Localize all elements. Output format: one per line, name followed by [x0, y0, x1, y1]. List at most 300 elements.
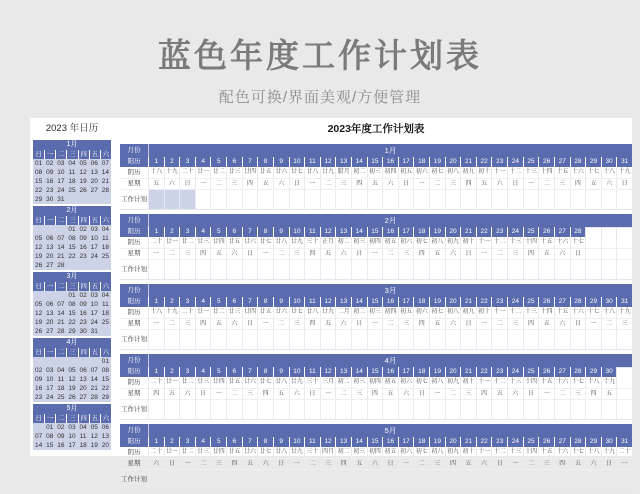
mini-calendar-date-cell: 28 [90, 394, 98, 401]
plan-entry-cell[interactable] [148, 190, 164, 209]
plan-entry-cell[interactable] [413, 400, 429, 419]
weekday-cell: 五 [351, 459, 367, 469]
lunar-date-cell: 廿二 [179, 237, 195, 248]
plan-entry-cell[interactable] [257, 330, 273, 349]
plan-entry-cell[interactable] [195, 260, 211, 279]
plan-entry-cell[interactable] [226, 190, 242, 209]
plan-entry-cell[interactable] [429, 470, 445, 489]
plan-entry-cell[interactable] [257, 400, 273, 419]
mini-calendar-date-cell: 09 [79, 235, 87, 242]
plan-entry-cell[interactable] [523, 470, 539, 489]
lunar-date-cell: 十六 [554, 377, 570, 388]
plan-entry-cell[interactable] [476, 190, 492, 209]
plan-entry-cell[interactable] [538, 190, 554, 209]
plan-entry-cell[interactable] [179, 190, 195, 209]
plan-entry-cell[interactable] [320, 470, 336, 489]
plan-month-blocks [120, 144, 632, 490]
plan-entry-cell[interactable] [491, 400, 507, 419]
lunar-date-cell: 廿八 [273, 447, 289, 458]
plan-entry-cell[interactable] [226, 470, 242, 489]
plan-entry-cell[interactable] [164, 330, 180, 349]
weekday-cell: 日 [616, 179, 632, 189]
lunar-date-cell: 二月 [335, 307, 351, 318]
mini-calendar-date-cell: 20 [101, 442, 110, 449]
plan-entry-cell[interactable] [445, 260, 461, 279]
plan-entry-cell[interactable] [429, 260, 445, 279]
plan-entry-cell[interactable] [382, 330, 398, 349]
lunar-date-cell: 十九 [616, 167, 632, 178]
weekday-cell: 一 [585, 319, 601, 329]
plan-entry-cell[interactable] [273, 330, 289, 349]
plan-entry-cell[interactable] [398, 190, 414, 209]
plan-entry-cell[interactable] [585, 330, 601, 349]
plan-entry-cell[interactable] [554, 330, 570, 349]
solar-date-cell: 4 [195, 157, 211, 167]
plan-entry-cell[interactable] [413, 330, 429, 349]
plan-entry-cell[interactable] [616, 330, 632, 349]
mini-calendar-weekday-label: 二 [55, 150, 66, 159]
mini-calendar-month-name: 5月 [33, 404, 111, 414]
weekday-cell: 日 [351, 249, 367, 259]
plan-entry-cell[interactable] [585, 400, 601, 419]
plan-entry-cell[interactable] [570, 260, 586, 279]
plan-entry-cell[interactable] [554, 400, 570, 419]
mini-calendar-weekday-label: 日 [35, 217, 42, 224]
weekday-cell: 日 [195, 389, 211, 399]
plan-entry-cell[interactable] [226, 330, 242, 349]
plan-entry-cell[interactable] [148, 260, 164, 279]
plan-entry-cell[interactable] [445, 330, 461, 349]
weekday-cell: 日 [523, 389, 539, 399]
mini-calendar-date-cell: 09 [57, 433, 65, 440]
lunar-date-cell: 十一 [491, 307, 507, 318]
plan-entry-cell[interactable] [257, 190, 273, 209]
plan-entry-cell[interactable] [367, 400, 383, 419]
plan-entry-cell[interactable] [304, 330, 320, 349]
solar-date-cell: 23 [491, 227, 507, 237]
weekday-cell: 六 [179, 389, 195, 399]
plan-entry-cell[interactable] [210, 330, 226, 349]
plan-entry-cell[interactable] [210, 470, 226, 489]
mini-calendar-date-cell: 07 [101, 160, 110, 167]
mini-calendar-date-cell: 06 [46, 235, 54, 242]
lunar-date-cell: 廿三 [226, 307, 242, 318]
mini-calendar-date-cell: 24 [57, 187, 65, 194]
plan-entry-cell[interactable] [195, 190, 211, 209]
mini-calendar-date-grid [33, 291, 111, 336]
plan-entry-cell[interactable] [148, 470, 164, 489]
plan-entry-cell[interactable] [210, 190, 226, 209]
weekday-cell: 四 [242, 179, 258, 189]
mini-calendar-date-cell [78, 195, 89, 204]
plan-entry-cell[interactable] [413, 190, 429, 209]
weekday-cell: 一 [476, 319, 492, 329]
plan-entry-cell[interactable] [289, 470, 305, 489]
weekday-cell: 二 [273, 319, 289, 329]
plan-entry-cell[interactable] [413, 470, 429, 489]
mini-calendar-date-cell: 06 [46, 301, 54, 308]
solar-date-cell: 19 [429, 227, 445, 237]
plan-entry-cell[interactable] [289, 330, 305, 349]
plan-entry-cell[interactable] [585, 470, 601, 489]
plan-entry-cell[interactable] [507, 470, 523, 489]
mini-calendar-date-cell: 17 [68, 442, 76, 449]
mini-calendar-weekday-label: 日 [35, 283, 42, 290]
solar-date-cell: 23 [491, 297, 507, 307]
plan-entry-cell[interactable] [507, 260, 523, 279]
weekday-cell: 三 [460, 389, 476, 399]
plan-entry-cell[interactable] [210, 400, 226, 419]
lunar-date-cell: 二十 [148, 377, 164, 388]
plan-entry-cell[interactable] [242, 470, 258, 489]
mini-calendar-date-grid [33, 225, 111, 270]
weekday-cell: 六 [148, 459, 164, 469]
plan-entry-cell[interactable] [148, 400, 164, 419]
mini-calendar-date-cell: 27 [46, 328, 54, 335]
plan-weekday-row [120, 179, 632, 190]
solar-date-cell: 20 [445, 297, 461, 307]
solar-date-cell: 1 [148, 437, 164, 447]
mini-calendar-date-cell: 18 [68, 178, 76, 185]
mini-calendar-date-cell: 28 [57, 328, 65, 335]
plan-month-block [120, 144, 632, 210]
plan-entry-cell[interactable] [429, 190, 445, 209]
plan-entry-cell[interactable] [320, 400, 336, 419]
weekday-cell [616, 249, 632, 259]
mini-calendar-date-cell: 28 [57, 262, 65, 269]
month-row-label: 月份 [120, 424, 149, 437]
plan-entry-cell[interactable] [351, 330, 367, 349]
plan-entry-cell[interactable] [242, 190, 258, 209]
plan-entry-cell[interactable] [210, 260, 226, 279]
lunar-date-cell: 初八 [429, 377, 445, 388]
plan-entry-cell[interactable] [413, 260, 429, 279]
plan-entry-cell[interactable] [164, 400, 180, 419]
plan-entry-cell[interactable] [570, 470, 586, 489]
plan-entry-cell[interactable] [476, 330, 492, 349]
solar-date-cell: 12 [320, 157, 336, 167]
plan-entry-cell[interactable] [429, 400, 445, 419]
weekday-row-label: 星期 [127, 250, 141, 257]
weekday-cell: 二 [554, 389, 570, 399]
weekday-cell: 三 [351, 389, 367, 399]
lunar-date-cell: 初二 [335, 377, 351, 388]
plan-entry-cell[interactable] [335, 400, 351, 419]
plan-entry-cell[interactable] [335, 190, 351, 209]
lunar-date-cell: 廿四 [210, 237, 226, 248]
plan-entry-cell[interactable] [273, 400, 289, 419]
plan-entry-cell[interactable] [335, 330, 351, 349]
weekday-cell: 三 [179, 319, 195, 329]
lunar-date-cell: 初九 [445, 447, 461, 458]
plan-entry-cell[interactable] [304, 400, 320, 419]
solar-date-cell: 18 [413, 227, 429, 237]
plan-entry-cell[interactable] [585, 190, 601, 209]
mini-calendar-date-cell: 05 [34, 235, 43, 242]
solar-date-cell: 14 [351, 227, 367, 237]
plan-entry-cell[interactable] [289, 260, 305, 279]
weekday-cell: 六 [476, 459, 492, 469]
mini-calendar-date-cell: 31 [90, 328, 98, 335]
weekday-cell: 日 [460, 319, 476, 329]
plan-entry-cell[interactable] [304, 190, 320, 209]
solar-date-cell [616, 227, 632, 237]
plan-entry-cell[interactable] [507, 400, 523, 419]
plan-entry-cell[interactable] [289, 400, 305, 419]
plan-entry-cell[interactable] [242, 400, 258, 419]
weekday-cell: 六 [398, 389, 414, 399]
lunar-date-cell: 初四 [367, 237, 383, 248]
weekday-cell: 四 [148, 389, 164, 399]
mini-calendar-date-cell: 09 [46, 169, 54, 176]
lunar-row-label: 阴历 [127, 379, 141, 386]
weekday-cell: 三 [398, 249, 414, 259]
lunar-date-cell: 十七 [570, 447, 586, 458]
plan-entry-cell[interactable] [304, 260, 320, 279]
solar-date-cell: 30 [601, 297, 617, 307]
plan-entry-cell[interactable] [491, 190, 507, 209]
plan-entry-cell[interactable] [320, 190, 336, 209]
plan-entry-cell[interactable] [382, 260, 398, 279]
plan-entry-cell[interactable] [601, 400, 617, 419]
plan-entry-cell[interactable] [538, 260, 554, 279]
plan-entry-cell[interactable] [398, 260, 414, 279]
lunar-date-cell: 廿三 [226, 167, 242, 178]
plan-entry-cell[interactable] [523, 190, 539, 209]
plan-entry-cell[interactable] [460, 400, 476, 419]
plan-entry-cell[interactable] [476, 400, 492, 419]
plan-entry-cell[interactable] [616, 400, 632, 419]
lunar-date-cell: 十八 [148, 167, 164, 178]
mini-calendar-date-cell: 10 [90, 301, 98, 308]
plan-entry-cell[interactable] [351, 190, 367, 209]
weekday-cell: 二 [210, 179, 226, 189]
plan-entry-cell[interactable] [226, 260, 242, 279]
plan-entry-cell[interactable] [257, 470, 273, 489]
plan-entry-cell[interactable] [476, 260, 492, 279]
plan-entry-cell[interactable] [351, 260, 367, 279]
plan-entry-cell[interactable] [335, 470, 351, 489]
mini-calendar-date-cell: 21 [90, 385, 98, 392]
mini-calendar-weekday-row [33, 150, 111, 159]
mini-calendar-date-cell [100, 327, 111, 336]
plan-entry-cell[interactable] [179, 260, 195, 279]
plan-entry-cell[interactable] [382, 190, 398, 209]
plan-entry-cell[interactable] [367, 330, 383, 349]
mini-calendar-date-cell: 02 [57, 424, 65, 431]
plan-entry-cell[interactable] [164, 190, 180, 209]
plan-entry-cell[interactable] [148, 330, 164, 349]
lunar-date-cell: 十七 [585, 307, 601, 318]
lunar-date-cell: 廿九 [320, 167, 336, 178]
plan-entry-cell[interactable] [382, 400, 398, 419]
mini-calendar-date-cell [89, 357, 100, 366]
plan-entry-cell[interactable] [273, 470, 289, 489]
plan-entry-cell[interactable] [570, 190, 586, 209]
weekday-cell: 五 [460, 459, 476, 469]
mini-calendar-date-cell: 05 [68, 367, 76, 374]
lunar-date-cell: 廿六 [273, 307, 289, 318]
plan-entry-cell[interactable] [554, 470, 570, 489]
plan-entry-cell[interactable] [367, 470, 383, 489]
plan-entry-cell[interactable] [367, 190, 383, 209]
mini-calendar-date-cell: 05 [90, 424, 98, 431]
plan-entry-cell[interactable] [304, 470, 320, 489]
plan-entry-cell[interactable] [398, 470, 414, 489]
plan-entry-cell[interactable] [164, 470, 180, 489]
lunar-date-cell: 十四 [538, 167, 554, 178]
mini-calendar-date-cell: 22 [101, 385, 110, 392]
weekday-cell [601, 249, 617, 259]
plan-entry-cell[interactable] [195, 470, 211, 489]
mini-calendar-date-cell: 19 [34, 319, 43, 326]
plan-entry-cell[interactable] [538, 400, 554, 419]
mini-calendar-month-name: 2月 [33, 206, 111, 216]
plan-entry-cell[interactable] [460, 330, 476, 349]
lunar-date-cell: 初七 [413, 237, 429, 248]
plan-entry-cell[interactable] [273, 190, 289, 209]
mini-calendar-date-cell: 18 [79, 442, 87, 449]
plan-entry-cell[interactable] [367, 260, 383, 279]
solar-date-cell [616, 367, 632, 377]
plan-entry-cell[interactable] [570, 330, 586, 349]
plan-entry-cell[interactable] [491, 470, 507, 489]
plan-entry-cell[interactable] [195, 330, 211, 349]
lunar-date-cell: 初七 [429, 167, 445, 178]
solar-date-cell: 25 [523, 157, 539, 167]
solar-date-cell: 5 [210, 157, 226, 167]
plan-entry-cell[interactable] [195, 400, 211, 419]
plan-entry-cell[interactable] [601, 260, 617, 279]
plan-entry-cell[interactable] [554, 260, 570, 279]
plan-entry-cell[interactable] [507, 330, 523, 349]
plan-entry-cell[interactable] [616, 260, 632, 279]
weekday-cell: 六 [164, 179, 180, 189]
weekday-cell: 五 [382, 389, 398, 399]
weekday-cell: 五 [601, 389, 617, 399]
mini-calendar-weekday-label: 日 [35, 415, 42, 422]
solar-date-cell: 20 [445, 367, 461, 377]
plan-entry-cell[interactable] [476, 470, 492, 489]
solar-date-cell: 10 [289, 367, 305, 377]
plan-entry-cell[interactable] [335, 260, 351, 279]
plan-entry-cell[interactable] [429, 330, 445, 349]
mini-calendar-month [33, 404, 111, 450]
plan-row-label: 工作计划 [121, 476, 147, 483]
plan-entry-cell[interactable] [320, 330, 336, 349]
plan-entry-cell[interactable] [226, 400, 242, 419]
plan-entry-cell[interactable] [445, 190, 461, 209]
lunar-date-cell: 初六 [398, 377, 414, 388]
plan-entry-cell[interactable] [554, 190, 570, 209]
mini-calendar-weekday-label: 六 [100, 282, 111, 291]
solar-date-cell: 10 [289, 297, 305, 307]
plan-entry-cell[interactable] [460, 260, 476, 279]
plan-entry-cell[interactable] [351, 400, 367, 419]
plan-entry-cell[interactable] [398, 400, 414, 419]
solar-date-cell: 12 [320, 367, 336, 377]
solar-date-cell: 8 [257, 437, 273, 447]
plan-entry-cell[interactable] [570, 400, 586, 419]
lunar-date-cell: 十四 [523, 377, 539, 388]
plan-entry-cell[interactable] [320, 260, 336, 279]
lunar-date-cell: 十二 [507, 167, 523, 178]
mini-calendar-date-cell: 01 [101, 358, 110, 365]
lunar-date-cell: 初七 [413, 447, 429, 458]
plan-entry-cell[interactable] [507, 190, 523, 209]
plan-entry-cell[interactable] [523, 260, 539, 279]
plan-entry-cell[interactable] [523, 400, 539, 419]
plan-entry-cell[interactable] [273, 260, 289, 279]
solar-date-cell: 11 [304, 437, 320, 447]
plan-entry-cell[interactable] [179, 470, 195, 489]
plan-entry-cell[interactable] [242, 260, 258, 279]
plan-entry-cell[interactable] [601, 470, 617, 489]
mini-calendar-date-cell: 04 [79, 424, 87, 431]
plan-entry-cell[interactable] [616, 190, 632, 209]
plan-entry-cell[interactable] [257, 260, 273, 279]
plan-entry-cell[interactable] [382, 470, 398, 489]
plan-entry-cell[interactable] [164, 260, 180, 279]
plan-entry-cell[interactable] [179, 330, 195, 349]
plan-entry-cell[interactable] [538, 470, 554, 489]
weekday-cell: 三 [320, 459, 336, 469]
plan-entry-cell[interactable] [445, 470, 461, 489]
lunar-date-cell: 十四 [523, 237, 539, 248]
lunar-date-cell: 十一 [491, 167, 507, 178]
plan-entry-cell[interactable] [491, 260, 507, 279]
plan-lunar-row [120, 167, 632, 179]
plan-entry-cell[interactable] [491, 330, 507, 349]
plan-entry-cell[interactable] [179, 400, 195, 419]
plan-entry-cell[interactable] [351, 470, 367, 489]
plan-entry-cell[interactable] [460, 470, 476, 489]
lunar-date-cell: 十四 [538, 307, 554, 318]
weekday-row-label: 星期 [127, 180, 141, 187]
weekday-cell: 三 [538, 459, 554, 469]
solar-date-cell: 30 [601, 437, 617, 447]
lunar-date-cell: 廿四 [210, 447, 226, 458]
plan-entry-cell[interactable] [538, 330, 554, 349]
weekday-cell: 五 [538, 319, 554, 329]
page-title: 蓝色年度工作计划表 [158, 37, 482, 74]
weekday-cell: 日 [304, 389, 320, 399]
solar-date-cell: 23 [491, 157, 507, 167]
plan-entry-cell[interactable] [289, 190, 305, 209]
plan-entry-cell[interactable] [398, 330, 414, 349]
plan-entry-cell[interactable] [601, 190, 617, 209]
plan-entry-cell[interactable] [616, 470, 632, 489]
weekday-cell: 四 [413, 249, 429, 259]
solar-date-cell: 21 [460, 437, 476, 447]
mini-calendar-date-cell: 16 [79, 310, 87, 317]
lunar-date-cell: 十三 [507, 237, 523, 248]
plan-entry-cell[interactable] [523, 330, 539, 349]
weekday-cell: 一 [413, 179, 429, 189]
plan-entry-cell[interactable] [460, 190, 476, 209]
mini-calendar-weekday-label: 五 [89, 348, 100, 357]
mini-calendar-date-cell: 31 [57, 196, 65, 203]
plan-month-header-row [120, 284, 632, 297]
plan-entry-cell[interactable] [585, 260, 601, 279]
mini-calendar-weekday-label: 六 [100, 150, 111, 159]
weekday-cell: 二 [491, 319, 507, 329]
plan-entry-cell[interactable] [242, 330, 258, 349]
plan-entry-cell[interactable] [601, 330, 617, 349]
solar-date-cell: 29 [585, 437, 601, 447]
plan-entry-cell[interactable] [445, 400, 461, 419]
weekday-cell: 五 [210, 249, 226, 259]
